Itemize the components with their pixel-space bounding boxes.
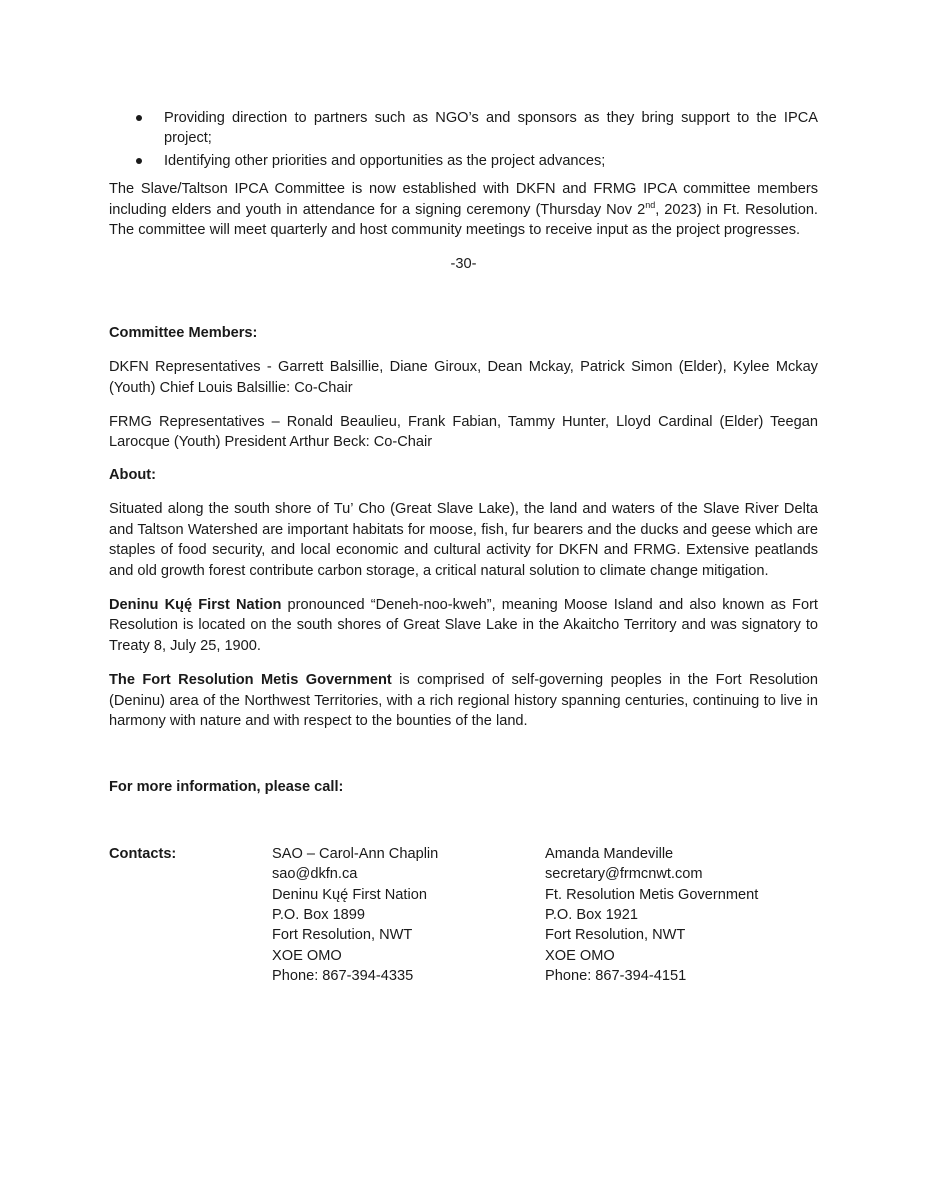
- contact-name: Amanda Mandeville: [545, 845, 674, 862]
- intro-text-start: The Slave/Taltson IPCA Committee is now established with DKFN and FRMG IPCA committee members including elders and youth in attendance for a signing ceremony (Thursday Nov 2: [109, 181, 818, 218]
- contact-postal-code: XOE OMO: [272, 947, 342, 964]
- contact-city: Fort Resolution, NWT: [545, 927, 686, 944]
- contact-phone: Phone: 867-394-4151: [545, 968, 687, 985]
- contact-city: Fort Resolution, NWT: [272, 927, 413, 944]
- contacts-label: Contacts:: [109, 845, 177, 862]
- dkfn-paragraph: [109, 595, 818, 656]
- contact-postal-code: XOE OMO: [545, 947, 615, 964]
- frmg-label: FRMG Representatives –: [109, 414, 287, 431]
- about-paragraph: Situated along the south shore of Tu’ Cho (Great Slave Lake), the land and waters of the Slave River Delta and Taltson Watershed are important habitats for moose, fish, fur bearers and the ducks and geese which are staples of food security, and local economic and cultural activity for DKFN and FRMG. Extensive peatlands and old growth forest contribute carbon storage, a critical natural solution to climate change mitigation.: [109, 501, 818, 579]
- dkfn-contact: [272, 844, 438, 987]
- bullet-item: [109, 108, 818, 149]
- bullet-icon: [136, 158, 142, 164]
- frmg-description: is comprised of self-governing peoples in the Fort Resolution (Deninu) area of the Northwest Territories, with a rich regional history spanning centuries, continuing to live in harmony with nature and with respect to the bounties of the land.: [109, 672, 818, 729]
- frmg-members: Ronald Beaulieu, Frank Fabian, Tammy Hunter, Lloyd Cardinal (Elder) Teegan Larocque (Youth) President Arthur Beck: Co-Chair: [109, 414, 818, 451]
- end-mark: -30-: [450, 256, 477, 273]
- bullet-item: [109, 151, 818, 171]
- contacts-block: [109, 844, 818, 994]
- contact-email: sao@dkfn.ca: [272, 866, 358, 883]
- committee-heading: Committee Members:: [109, 324, 258, 341]
- bullet-icon: [136, 115, 142, 121]
- info-heading: For more information, please call:: [109, 779, 344, 796]
- date-superscript: nd: [645, 199, 656, 210]
- dkfn-representatives: [109, 357, 818, 398]
- bullet-text: Identifying other priorities and opportunities as the project advances;: [164, 152, 606, 169]
- contact-organization: Deninu Kųę́ First Nation: [272, 886, 427, 903]
- dkfn-label: DKFN Representatives -: [109, 359, 279, 376]
- dkfn-description: pronounced “Deneh-noo-kweh”, meaning Moose Island and also known as Fort Resolution is located on the south shores of Great Slave Lake in the Akaitcho Territory and was signatory to Treaty 8, July 25, 1900.: [109, 596, 818, 654]
- dkfn-name: Deninu Kųę́ First Nation: [109, 596, 282, 613]
- frmg-name: The Fort Resolution Metis Government: [109, 672, 392, 689]
- dkfn-members: Garrett Balsillie, Diane Giroux, Dean Mckay, Patrick Simon (Elder), Kylee Mckay (Youth) Chief Louis Balsillie: Co-Chair: [109, 359, 818, 396]
- frmg-paragraph: [109, 670, 818, 731]
- contact-organization: Ft. Resolution Metis Government: [545, 886, 759, 903]
- contact-email: secretary@frmcnwt.com: [545, 866, 703, 883]
- about-heading: About:: [109, 466, 157, 483]
- contact-phone: Phone: 867-394-4335: [272, 968, 414, 985]
- intro-paragraph: [109, 179, 818, 240]
- contact-name: SAO – Carol-Ann Chaplin: [272, 845, 439, 862]
- bullet-list: [109, 108, 818, 171]
- intro-text-end: , 2023) in Ft. Resolution. The committee will meet quarterly and host community meetings to receive input as the project progresses.: [109, 201, 818, 239]
- bullet-text: Providing direction to partners such as NGO’s and sponsors as they bring support to the IPCA project;: [164, 110, 818, 147]
- page-content: [109, 108, 818, 994]
- contact-po-box: P.O. Box 1921: [545, 906, 639, 923]
- frmg-contact: [545, 844, 758, 987]
- frmg-representatives: [109, 412, 818, 453]
- contact-po-box: P.O. Box 1899: [272, 906, 366, 923]
